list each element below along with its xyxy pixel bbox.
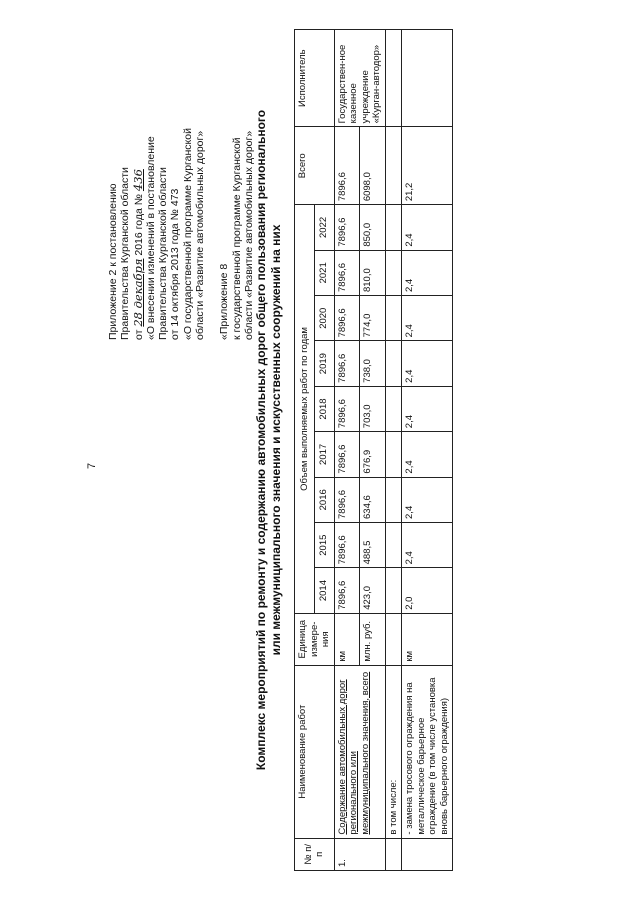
row-total: 21,2 — [402, 127, 453, 205]
table-header-row — [295, 30, 315, 871]
header-unit: Единица измере-ния — [295, 613, 335, 665]
year-value: 738,0 — [360, 341, 386, 386]
appendix-line: от 14 октября 2013 года № 473 — [169, 188, 182, 340]
year-value: 2,0 — [402, 568, 453, 613]
year-header: 2020 — [314, 296, 334, 341]
year-value: 7896,6 — [334, 432, 360, 477]
year-value: 850,0 — [360, 205, 386, 250]
year-value: 2,4 — [402, 386, 453, 431]
table-row — [334, 30, 360, 871]
handwritten-number: 436 — [130, 169, 145, 192]
handwritten-date: 28 декабря — [130, 258, 145, 327]
year-value — [385, 522, 402, 567]
year-value — [385, 205, 402, 250]
document-title — [254, 55, 283, 825]
year-value — [385, 341, 402, 386]
date-prefix: от — [132, 329, 145, 340]
year-header: 2019 — [314, 341, 334, 386]
year-value: 2,4 — [402, 250, 453, 295]
works-table — [294, 29, 453, 871]
year-header: 2021 — [314, 250, 334, 295]
appendix-line: «О государственной программе Курганской — [181, 128, 194, 340]
year-value: 2,4 — [402, 432, 453, 477]
year-value: 423,0 — [360, 568, 386, 613]
year-header: 2022 — [314, 205, 334, 250]
row-unit — [385, 613, 402, 665]
appendix-line: Приложение 2 к постановлению — [107, 183, 119, 340]
year-value: 7896,6 — [334, 477, 360, 522]
year-value — [385, 477, 402, 522]
year-value: 2,4 — [402, 522, 453, 567]
year-header: 2016 — [314, 477, 334, 522]
row-name: - замена тросового ограждения на металлическое барьерное ограждение (в том числе установка вновь барьерного ограждения) — [402, 665, 453, 838]
header-name: Наименование работ — [295, 665, 335, 838]
year-value — [385, 250, 402, 295]
row-unit: млн. руб. — [360, 613, 386, 665]
title-line: Комплекс мероприятий по ремонту и содержанию автомобильных дорог общего пользования регионального — [254, 109, 268, 771]
year-value: 676,9 — [360, 432, 386, 477]
year-value — [385, 296, 402, 341]
appendix-line: Правительства Курганской области — [157, 167, 170, 340]
row-total: 7896,6 — [334, 127, 360, 205]
year-value: 7896,6 — [334, 386, 360, 431]
year-value: 488,5 — [360, 522, 386, 567]
row-executor — [402, 30, 453, 127]
row-num: 1. — [334, 838, 385, 870]
year-value — [385, 386, 402, 431]
year-value: 7896,6 — [334, 205, 360, 250]
row-name: Содержание автомобильных дорог регионального или межмуниципального значения, всего — [334, 665, 385, 838]
row-total: 6098,0 — [360, 127, 386, 205]
row-unit: км — [334, 613, 360, 665]
appendix-line: области «Развитие автомобильных дорог» — [242, 130, 255, 340]
year-header: 2015 — [314, 522, 334, 567]
date-mid: 2016 года № — [132, 193, 145, 256]
year-value: 703,0 — [360, 386, 386, 431]
year-value: 2,4 — [402, 205, 453, 250]
appendix-date-line — [132, 20, 145, 340]
year-value — [385, 432, 402, 477]
row-total — [385, 127, 402, 205]
header-volume: Объем выполняемых работ по годам — [295, 205, 315, 614]
year-value: 2,4 — [402, 477, 453, 522]
year-value: 7896,6 — [334, 341, 360, 386]
row-executor — [385, 30, 402, 127]
year-value: 810,0 — [360, 250, 386, 295]
appendix-line: к государственной программе Курганской — [230, 137, 243, 340]
row-name: в том числе: — [385, 665, 402, 838]
row-num — [385, 838, 402, 870]
year-header: 2014 — [314, 568, 334, 613]
year-value: 7896,6 — [334, 296, 360, 341]
year-header: 2017 — [314, 432, 334, 477]
header-total: Всего — [295, 127, 335, 205]
year-value: 774,0 — [360, 296, 386, 341]
row-unit: км — [402, 613, 453, 665]
appendix-line: «Приложение 8 — [218, 263, 231, 340]
row-executor: Государствен-ное казенное учреждение «Курган-автодор» — [334, 30, 385, 127]
page-number: 7 — [86, 462, 98, 469]
appendix-line: области «Развитие автомобильных дорог» — [194, 130, 207, 340]
year-value: 2,4 — [402, 296, 453, 341]
year-value: 7896,6 — [334, 568, 360, 613]
header-num: № п/п — [295, 838, 335, 870]
appendix-line: «О внесении изменений в постановление — [144, 136, 157, 340]
table-row — [385, 30, 402, 871]
row-num — [402, 838, 453, 870]
year-value: 7896,6 — [334, 250, 360, 295]
year-value: 634,6 — [360, 477, 386, 522]
table-row — [402, 30, 453, 871]
appendix-line: Правительства Курганской области — [119, 167, 132, 340]
year-header: 2018 — [314, 386, 334, 431]
header-executor: Исполнитель — [295, 30, 335, 127]
year-value — [385, 568, 402, 613]
year-value: 7896,6 — [334, 522, 360, 567]
year-value: 2,4 — [402, 341, 453, 386]
appendix-block — [107, 20, 255, 340]
title-line: или межмуниципального значения и искусственных сооружений на них — [268, 224, 283, 656]
